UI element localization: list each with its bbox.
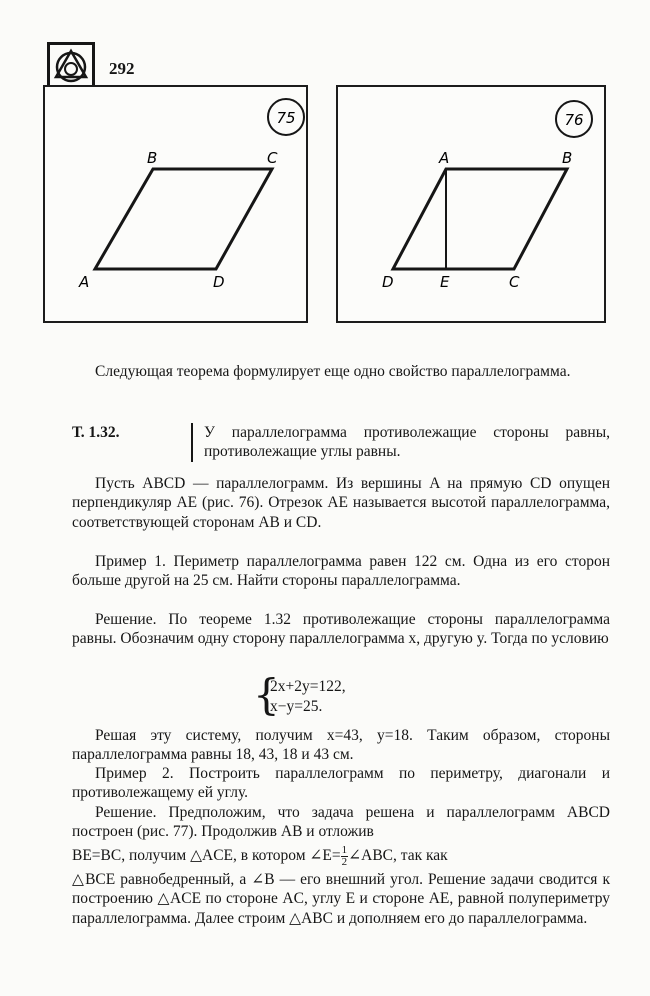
fraction-numerator: 1 [341, 844, 348, 856]
solution-2-end: ∠ABC, так как [348, 847, 448, 865]
definition-paragraph: Пусть ABCD — параллелограмм. Из вершины A на прямую CD опущен перпендикуляр AE (рис. 76). Отрезок AE называется высотой параллелограмма, соответствующей сторонам AB и CD. [72, 475, 610, 531]
theorem-text: У параллелограмма противолежащие стороны равны, противолежащие углы равны. [204, 424, 610, 461]
intro-paragraph: Следующая теорема формулирует еще одно свойство параллелограмма. [95, 363, 571, 380]
equation-2: x−y=25. [270, 698, 323, 715]
vertex-label-c: C [509, 273, 520, 291]
solution-2-part-c: △BCE равнобедренный, а ∠B — его внешний угол. Решение задачи сводится к построению △ACE по стороне AC, углу E и стороне AE, равной полупериметру параллелограмма. Далее строим △ABC и дополняем его до параллелограмма. [72, 871, 610, 927]
figure-75 [43, 85, 308, 323]
page-number: 292 [109, 59, 135, 78]
figure-number: 76 [564, 111, 584, 129]
solution-1: Решение. По теореме 1.32 противолежащие стороны параллелограмма равны. Обозначим одну сторону параллелограмма x, другую y. Тогда по условию [72, 611, 610, 648]
solution-2-start: BE=BC, получим △ACE, в котором ∠E= [72, 847, 341, 865]
vertex-label-d: D [382, 273, 394, 291]
equation-1: 2x+2y=122, [270, 678, 346, 695]
vertex-label-d: D [213, 273, 225, 291]
equation-system [253, 670, 453, 720]
figure-76 [336, 85, 606, 323]
solution-2-part-b [72, 845, 610, 868]
solution-2-part-a: Решение. Предположим, что задача решена и параллелограмм ABCD построен (рис. 77). Продолжив AB и отложив [72, 804, 610, 841]
vertex-label-a: A [439, 149, 450, 167]
result-1: Решая эту систему, получим x=43, y=18. Таким образом, стороны параллелограмма равны 18, 43, 18 и 43 см. [72, 727, 610, 764]
theorem-number: Т. 1.32. [72, 424, 120, 441]
example-1: Пример 1. Периметр параллелограмма равен 122 см. Одна из его сторон больше другой на 25 см. Найти стороны параллелограмма. [72, 553, 610, 590]
vertex-label-c: C [267, 149, 278, 167]
brace: { [253, 670, 280, 719]
parallelogram-abcd [95, 169, 272, 269]
example-2: Пример 2. Построить параллелограмм по периметру, диагонали и противолежащему ей углу. [72, 765, 610, 802]
fraction-denominator: 2 [341, 856, 348, 868]
vertex-label-a: A [79, 273, 90, 291]
vertex-label-b: B [147, 149, 158, 167]
parallelogram-abcd [393, 169, 567, 269]
figure-number: 75 [276, 109, 296, 127]
triangle-circle-emblem-icon [47, 42, 95, 90]
vertex-label-e: E [440, 273, 450, 291]
theorem-bar [191, 423, 193, 462]
vertex-label-b: B [562, 149, 573, 167]
